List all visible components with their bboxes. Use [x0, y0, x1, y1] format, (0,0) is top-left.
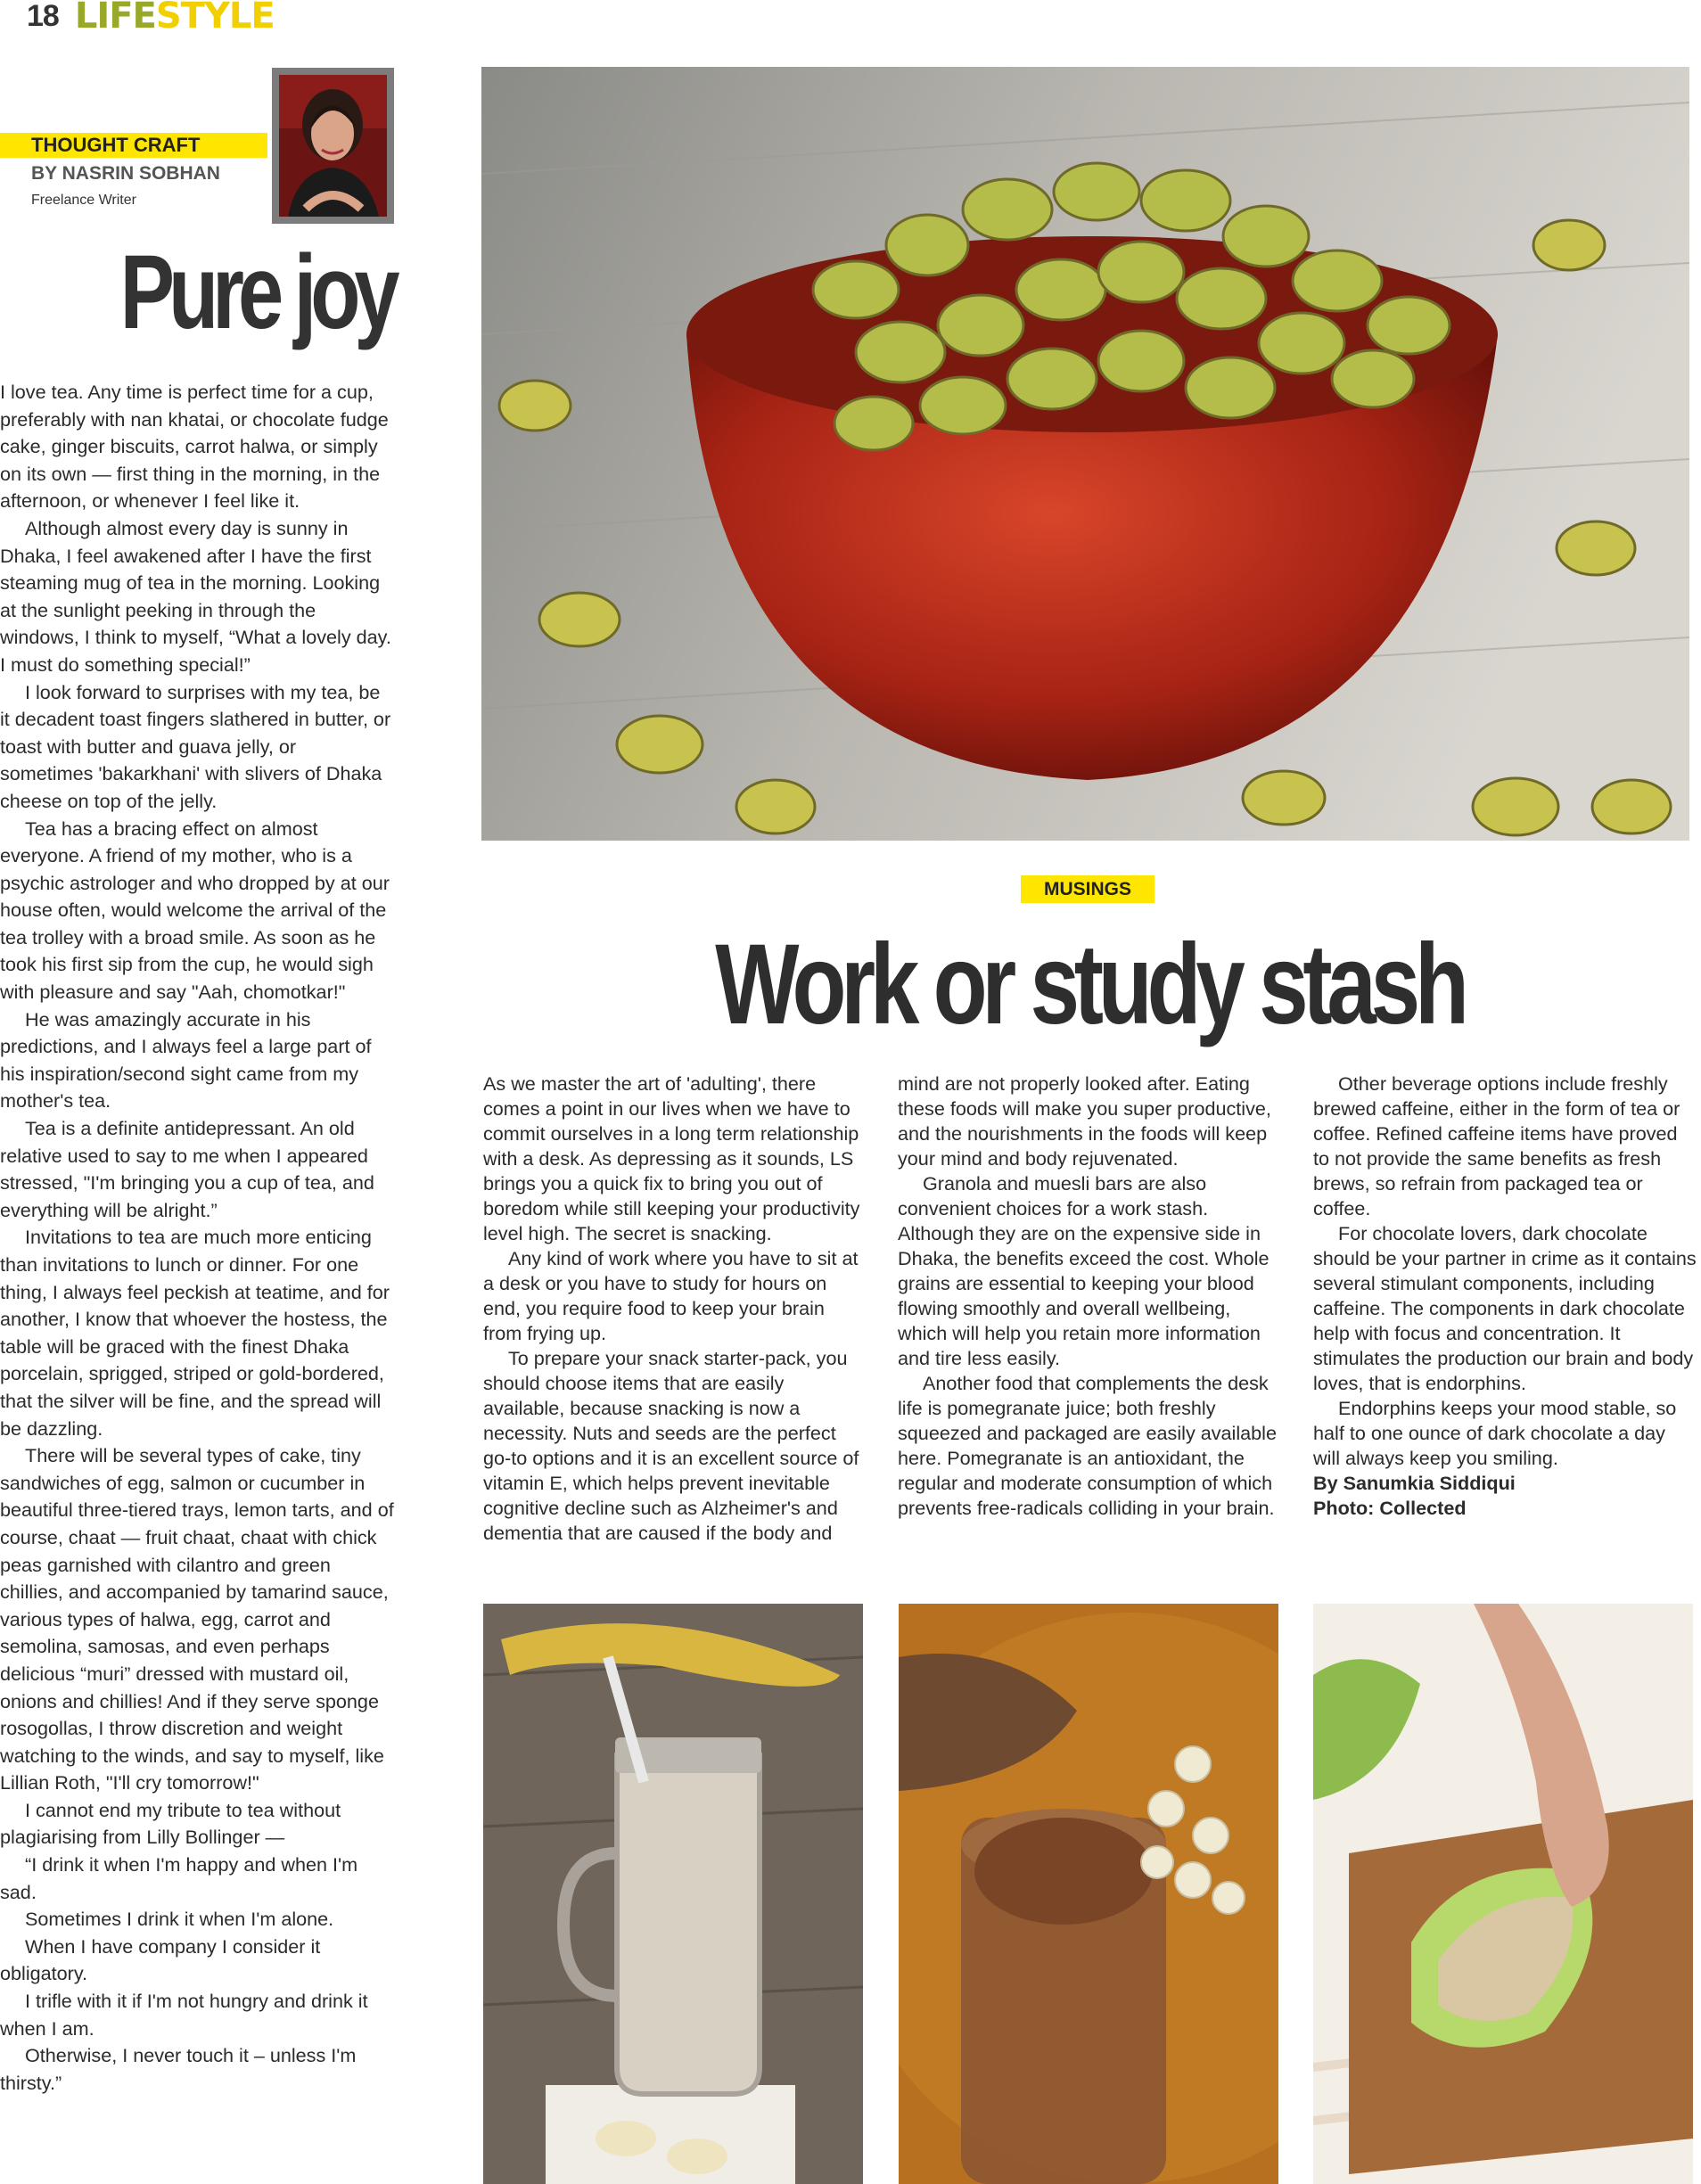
nut-butter-jar-image: [899, 1604, 1278, 2184]
left-paragraph: Tea has a bracing effect on almost everyone. A friend of my mother, who is a psychic astrologer and who dropped by at our house often, would welcome the arrival of the tea trolley with a broad smile. As soon as he took his first sip from the cup, he would sigh with pleasure and say "Aah, chomotkar!": [0, 817, 390, 1004]
smoothie-photo: [483, 1604, 863, 2184]
left-paragraph: I trifle with it if I'm not hungry and drink it when I am.: [0, 1990, 368, 2040]
article-paragraph: To prepare your snack starter-pack, you should choose items that are easily available, because snacking is now a necessity. Nuts and seeds are the perfect go-to options and it is an excellent source of vitamin E, which helps prevent inevitable cognitive decline such as Alzheimer's and dementia that are caused if the body and: [483, 1347, 859, 1544]
left-paragraph: I cannot end my tribute to tea without plagiarising from Lilly Bollinger —: [0, 1798, 341, 1849]
article-paragraph: mind are not properly looked after. Eating these foods will make you super productive, and the nourishments in the foods will keep your mind and body rejuvenated.: [898, 1072, 1271, 1170]
article-column-1: [483, 1071, 867, 1546]
left-paragraph: I love tea. Any time is perfect time for a cup, preferably with nan khatai, or chocolate fudge cake, ginger biscuits, carrot halwa, or simply on its own — first thing in the morning, in the afternoon, or whenever I feel like it.: [0, 381, 389, 513]
nut-butter-photo: [899, 1604, 1278, 2184]
column-tag-label: THOUGHT CRAFT: [31, 134, 201, 156]
author-credit: [1313, 1471, 1697, 1521]
page-number: 18: [27, 0, 59, 33]
article-paragraph: As we master the art of 'adulting', there comes a point in our lives when we have to commit ourselves in a long term relationship with a desk. As depressing as it sounds, LS brings you a quick fix to bring you out of boredom while still keeping your productivity level high. The secret is snacking.: [483, 1072, 860, 1244]
lettuce-wrap-image: [1313, 1604, 1693, 2184]
article-paragraph: Endorphins keeps your mood stable, so half to one ounce of dark chocolate a day will always keep you smiling.: [1313, 1397, 1677, 1469]
article-column-3: [1313, 1071, 1697, 1521]
article-column-2: [898, 1071, 1281, 1521]
article-paragraph: Any kind of work where you have to sit at a desk or you have to study for hours on end, you require food to keep your brain from frying up.: [483, 1247, 859, 1344]
left-paragraph: I look forward to surprises with my tea, be it decadent toast fingers slathered in butter, or toast with butter and guava jelly, or sometimes 'bakarkhani' with slivers of Dhaka cheese on top of the jelly.: [0, 680, 391, 812]
left-paragraph: When I have company I consider it obligatory.: [0, 1934, 321, 1985]
left-paragraph: There will be several types of cake, tiny sandwiches of egg, salmon or cucumber in beautiful three-tiered trays, lemon tarts, and of course, chaat — fruit chaat, chaat with chick peas garnished with cilantro and green chillies, and accompanied by tamarind sauce, various types of halwa, egg, carrot and semolina, samosas, and even perhaps delicious “muri” dressed with mustard oil, onions and chillies! And if they serve sponge rosogollas, I throw discretion and weight watching to the winds, and say to myself, like Lillian Roth, "I'll cry tomorrow!": [0, 1444, 394, 1794]
article-paragraph: Another food that complements the desk life is pomegranate juice; both freshly squeezed and packaged are easily available here. Pomegranate is an antioxidant, the regular and moderate consumption of which prevents free-radicals colliding in your brain.: [898, 1372, 1277, 1519]
hero-pistachio-photo: [481, 67, 1689, 841]
author-portrait-image: [279, 75, 387, 217]
article-paragraph: Granola and muesli bars are also convenient choices for a work stash. Although they are on the expensive side in Dhaka, the benefits exceed the cost. Whole grains are essential to keeping your blood flowing smoothly and overall wellbeing, which will help you retain more information and tire less easily.: [898, 1172, 1270, 1369]
credit-author: By Sanumkia Siddiqui: [1313, 1472, 1516, 1494]
article-paragraph: For chocolate lovers, dark chocolate should be your partner in crime as it contains several stimulant components, including caffeine. The components in dark chocolate help with focus and concentration. It stimulates the production our brain and body loves, that is endorphins.: [1313, 1222, 1697, 1394]
section-title-style: STYLE: [155, 0, 275, 37]
section-title: [74, 0, 275, 37]
banana-smoothie-image: [483, 1604, 863, 2184]
left-headline: Pure joy: [119, 234, 394, 351]
musings-tag: MUSINGS: [1021, 875, 1155, 903]
left-paragraph: Sometimes I drink it when I'm alone.: [25, 1908, 334, 1931]
left-paragraph: He was amazingly accurate in his predictions, and I always feel a large part of his inspiration/second sight came from my mother's tea.: [0, 1007, 372, 1113]
left-paragraph: Invitations to tea are much more enticing than invitations to lunch or dinner. For one thing, I always feel peckish at teatime, and for another, I know that whoever the hostess, the table will be graced with the finest Dhaka porcelain, sprigged, striped or gold-bordered, that the silver will be fine, and the spread will be dazzling.: [0, 1226, 390, 1440]
column-tag: [0, 133, 267, 158]
left-paragraph: Although almost every day is sunny in Dhaka, I feel awakened after I have the first steaming mug of tea in the morning. Looking at the sunlight peeking in through the windows, I think to myself, “What a lovely day. I must do something special!”: [0, 516, 391, 676]
main-headline: Work or study stash: [715, 921, 1464, 1048]
section-title-life: LIFE: [74, 0, 156, 37]
byline-role: Freelance Writer: [31, 193, 136, 208]
left-paragraph: Otherwise, I never touch it – unless I'm thirsty.”: [0, 2044, 357, 2094]
author-portrait: [272, 68, 394, 224]
page-header: [27, 0, 275, 36]
left-paragraph: Tea is a definite antidepressant. An old relative used to say to me when I appeared stressed, "I'm bringing you a cup of tea, and everything will be alright.”: [0, 1117, 374, 1221]
left-article-body: [0, 379, 394, 2184]
pistachio-bowl-image: [481, 67, 1689, 841]
article-paragraph: Other beverage options include freshly brewed caffeine, either in the form of tea or coffee. Refined caffeine items have proved to not provide the same benefits as fresh brews, so refrain from packaged tea or coffee.: [1313, 1072, 1680, 1219]
byline: BY NASRIN SOBHAN: [31, 163, 220, 184]
lettuce-wrap-photo: [1313, 1604, 1693, 2184]
left-paragraph: “I drink it when I'm happy and when I'm sad.: [0, 1853, 358, 1903]
credit-photo: Photo: Collected: [1313, 1497, 1467, 1519]
